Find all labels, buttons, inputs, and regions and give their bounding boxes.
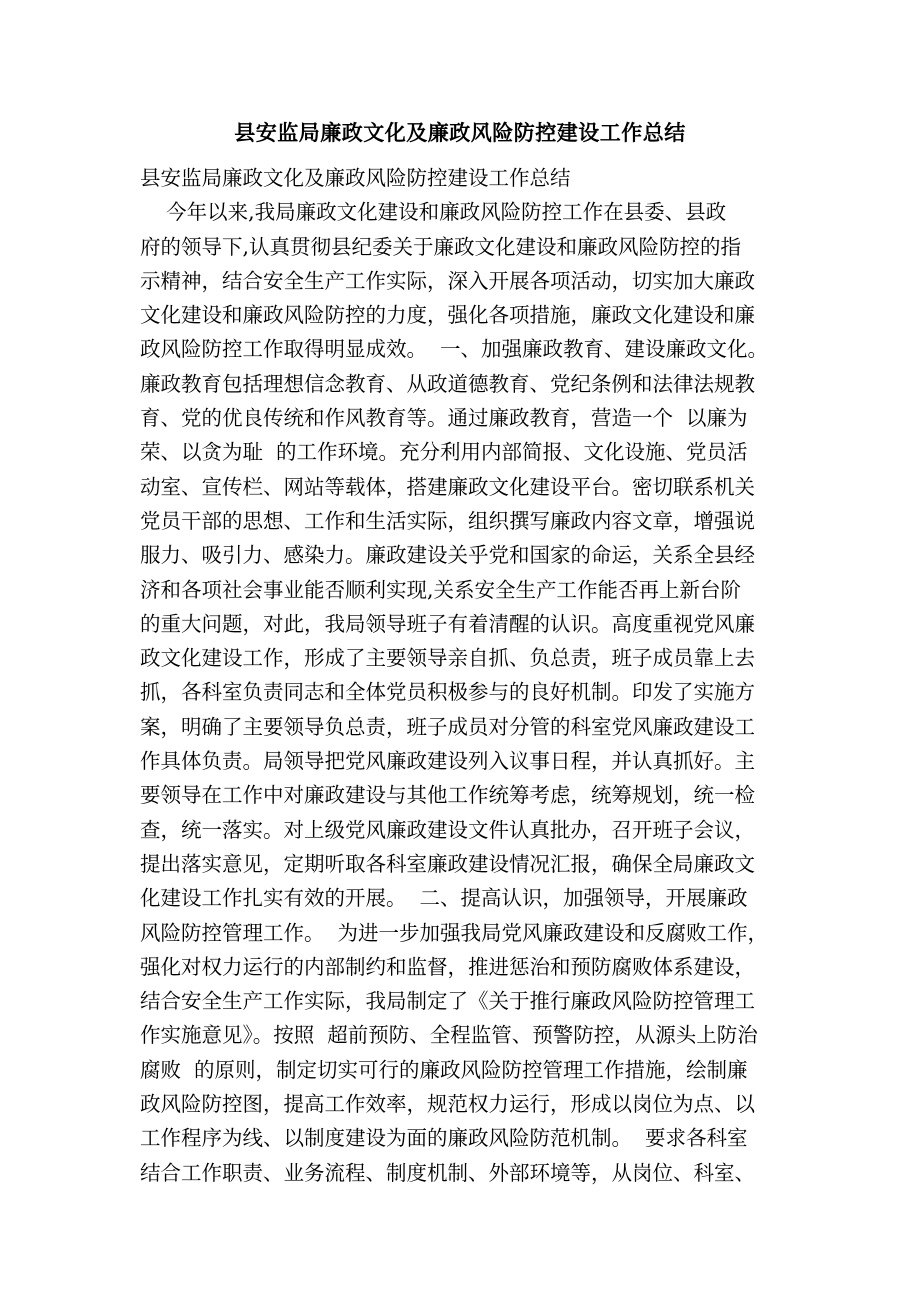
text-line: 要领导在工作中对廉政建设与其他工作统筹考虑，统筹规划，统一检	[140, 783, 755, 808]
text-line: 作实施意见》。按照 超前预防、全程监管、预警防控，从源头上防治	[140, 1023, 758, 1048]
text-line: 工作程序为线、以制度建设为面的廉政风险防范机制。 要求各科室	[140, 1126, 748, 1151]
text-line: 党员干部的思想、工作和生活实际，组织撰写廉政内容文章，增强说	[140, 508, 755, 533]
text-line: 荣、以贪为耻 的工作环境。充分利用内部简报、文化设施、党员活	[140, 440, 748, 465]
text-line: 结合安全生产工作实际，我局制定了《关于推行廉政风险防控管理工	[140, 989, 755, 1014]
text-line: 今年以来,我局廉政文化建设和廉政风险防控工作在县委、县政	[140, 200, 727, 225]
text-line: 结合工作职责、业务流程、制度机制、外部环境等，从岗位、科室、	[140, 1160, 755, 1185]
text-line: 抓，各科室负责同志和全体党员积极参与的良好机制。印发了实施方	[140, 680, 755, 705]
text-line: 示精神，结合安全生产工作实际，深入开展各项活动，切实加大廉政	[140, 268, 755, 293]
text-line: 政风险防控图，提高工作效率，规范权力运行，形成以岗位为点、以	[140, 1092, 755, 1117]
text-line: 案，明确了主要领导负总责，班子成员对分管的科室党风廉政建设工	[140, 714, 755, 739]
text-line: 动室、宣传栏、网站等载体，搭建廉政文化建设平台。密切联系机关	[140, 474, 755, 499]
text-line: 化建设工作扎实有效的开展。 二、提高认识，加强领导，开展廉政	[140, 886, 748, 911]
text-line: 的重大问题，对此，我局领导班子有着清醒的认识。高度重视党风廉	[140, 611, 755, 636]
text-line: 腐败 的原则，制定切实可行的廉政风险防控管理工作措施，绘制廉	[140, 1057, 748, 1082]
text-line: 风险防控管理工作。 为进一步加强我局党风廉政建设和反腐败工作，	[140, 920, 769, 945]
text-line: 提出落实意见，定期听取各科室廉政建设情况汇报，确保全局廉政文	[140, 851, 755, 876]
text-line: 查，统一落实。对上级党风廉政建设文件认真批办，召开班子会议，	[140, 817, 755, 842]
text-line: 文化建设和廉政风险防控的力度，强化各项措施，廉政文化建设和廉	[140, 303, 755, 328]
text-line: 服力、吸引力、感染力。廉政建设关乎党和国家的命运，关系全县经	[140, 543, 755, 568]
text-line: 育、党的优良传统和作风教育等。通过廉政教育，营造一个 以廉为	[140, 406, 748, 431]
text-line: 作具体负责。局领导把党风廉政建设列入议事日程，并认真抓好。主	[140, 749, 755, 774]
document-body	[140, 161, 800, 1190]
text-line: 强化对权力运行的内部制约和监督，推进惩治和预防腐败体系建设，	[140, 954, 755, 979]
document-title: 县安监局廉政文化及廉政风险防控建设工作总结	[234, 120, 686, 145]
text-line: 政文化建设工作，形成了主要领导亲自抓、负总责，班子成员靠上去	[140, 646, 755, 671]
text-line: 府的领导下,认真贯彻县纪委关于廉政文化建设和廉政风险防控的指	[140, 234, 742, 259]
text-line: 廉政教育包括理想信念教育、从政道德教育、党纪条例和法律法规教	[140, 371, 755, 396]
text-line: 县安监局廉政文化及廉政风险防控建设工作总结	[140, 166, 571, 190]
text-line: 政风险防控工作取得明显成效。 一、加强廉政教育、建设廉政文化。	[140, 337, 769, 362]
text-line: 济和各项社会事业能否顺利实现,关系安全生产工作能否再上新台阶	[140, 577, 742, 602]
